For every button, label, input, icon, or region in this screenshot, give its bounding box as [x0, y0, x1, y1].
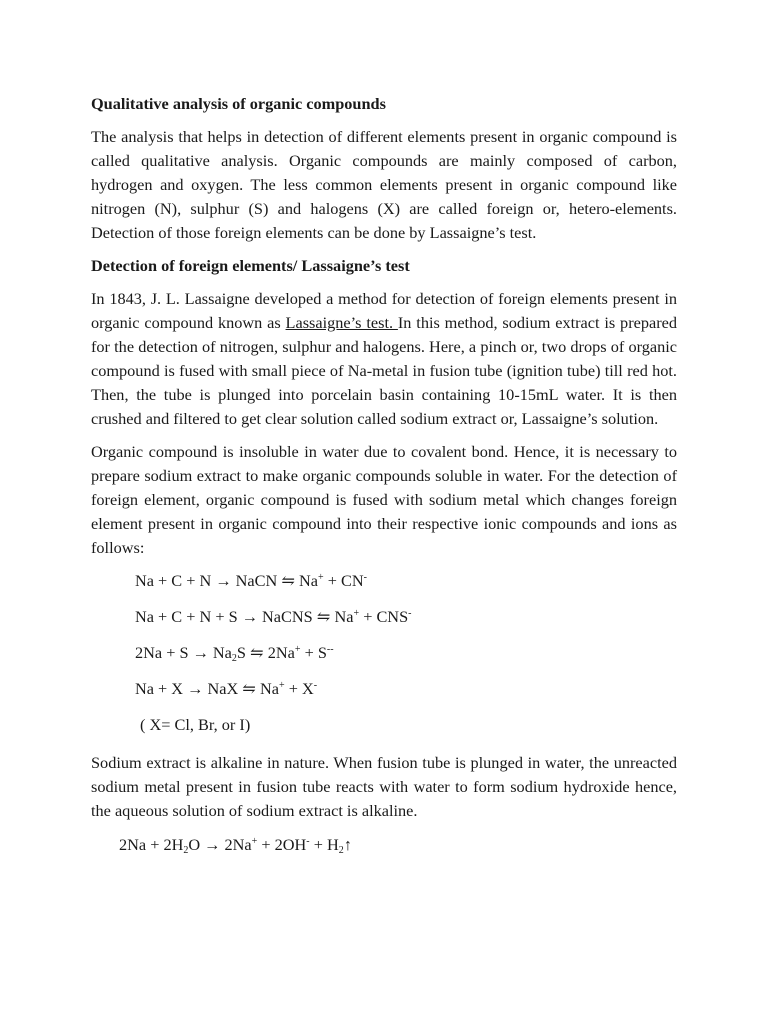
paragraph-intro: The analysis that helps in detection of different elements present in organic compound is called qualitative analysis. Organic compounds are mainly composed of carbon, hydrogen and oxygen. The less common elements present in organic compound like nitrogen (N), sulphur (S) and halogens (X) are called foreign or, hetero-elements. Detection of those foreign elements can be done by Lassaigne’s test. [91, 127, 677, 242]
section-heading-qualitative-analysis: Qualitative analysis of organic compounds [91, 94, 386, 113]
eq-superscript: - [408, 608, 412, 619]
paragraph-sodium-fusion: Organic compound is insoluble in water due to covalent bond. Hence, it is necessary to prepare sodium extract to make organic compounds soluble in water. For the detection of foreign element, organic compound is fused with sodium metal which changes foreign element present in organic compound into their respective ionic compounds and ions as follows: [91, 442, 677, 557]
equation-nax [91, 677, 677, 701]
eq-text: ↑ [343, 835, 352, 854]
eq-subscript: 2 [338, 845, 344, 856]
equation-nacns [91, 605, 677, 629]
eq-text: O → 2Na [188, 835, 252, 854]
eq-superscript: - [306, 836, 310, 847]
eq-text: S ⇋ 2Na [236, 643, 295, 662]
eq-text: 2Na + 2H [119, 835, 184, 854]
eq-superscript: - [363, 572, 367, 583]
eq-superscript: - [313, 680, 318, 691]
eq-superscript: + [353, 608, 360, 619]
paragraph-text-before: In 1843, J. L. Lassaigne developed a method for detection of foreign elements present in organic compound known as [91, 289, 677, 332]
eq-superscript: + [279, 680, 285, 691]
eq-superscript: -- [326, 644, 334, 655]
equation-nacn [91, 569, 677, 593]
eq-text: + CNS [359, 607, 409, 626]
eq-text: Na + C + N + S → NaCNS ⇋ Na [135, 607, 354, 626]
eq-text: Na + C + N → NaCN ⇋ Na [135, 571, 319, 590]
eq-text: 2Na + S → Na [135, 643, 232, 662]
document-page [91, 92, 677, 869]
eq-text: + 2OH [257, 835, 307, 854]
equation-na2s [91, 641, 677, 665]
eq-text: Na + X → NaX ⇋ Na [135, 679, 279, 698]
paragraph-alkaline-extract: Sodium extract is alkaline in nature. When fusion tube is plunged in water, the unreacted sodium metal present in fusion tube reacts with water to form sodium hydroxide hence, the aqueous solution of sodium extract is alkaline. [91, 753, 677, 820]
eq-superscript: + [318, 572, 324, 583]
halogen-note: ( X= Cl, Br, or I) [140, 715, 251, 734]
underlined-term-lassaigne-test: Lassaigne’s test. [285, 313, 398, 332]
eq-subscript: 2 [183, 845, 189, 856]
eq-superscript: + [251, 836, 258, 847]
eq-text: + S [300, 643, 327, 662]
eq-text: + CN [323, 571, 364, 590]
paragraph-text-after: In this method, sodium extract is prepared for the detection of nitrogen, sulphur and halogens. Here, a pinch or, two drops of organic compound is fused with small piece of Na-metal in fusion tube (ignition tube) till red hot. Then, the tube is plunged into porcelain basin containing 10-15mL water. It is then crushed and filtered to get clear solution called sodium extract or, Lassaigne’s solution. [91, 313, 678, 428]
paragraph-lassaigne-method [91, 287, 677, 431]
eq-subscript: 2 [231, 653, 237, 664]
section-heading-lassaigne-test: Detection of foreign elements/ Lassaigne’s test [91, 256, 410, 275]
eq-text: + H [309, 835, 339, 854]
eq-text: + X [284, 679, 314, 698]
equation-sodium-water [91, 833, 677, 857]
eq-superscript: + [294, 644, 301, 655]
